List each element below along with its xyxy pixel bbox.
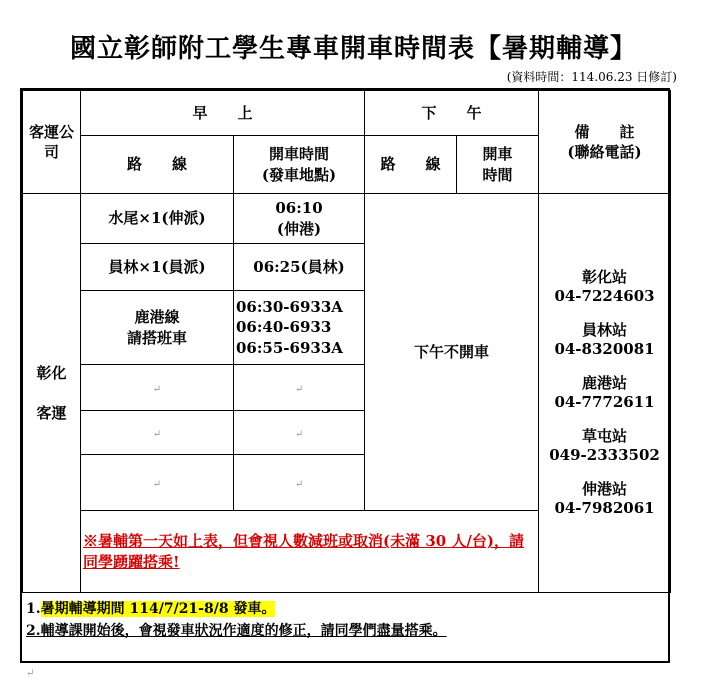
route-cell: 員林×1(員派) bbox=[81, 244, 234, 291]
empty-cell: ↵ bbox=[81, 411, 234, 455]
note-1: 1.暑期輔導期間 114/7/21-8/8 發車。 bbox=[26, 601, 276, 617]
empty-cell: ↵ bbox=[234, 455, 365, 511]
note-2: 2.輔導課開始後，會視發車狀況作適度的修正，請同學們盡量搭乘。 bbox=[26, 623, 447, 639]
company-cell: 彰化 客運 bbox=[23, 194, 81, 593]
empty-cell: ↵ bbox=[81, 365, 234, 411]
notes-section bbox=[22, 598, 666, 642]
afternoon-note: 下午不開車 bbox=[365, 194, 539, 511]
header-depart-time-pm: 開車 時間 bbox=[457, 136, 539, 194]
empty-cell: ↵ bbox=[81, 455, 234, 511]
page-title: 國立彰師附工學生專車開車時間表【暑期輔導】 bbox=[69, 34, 637, 64]
header-route-pm: 路 線 bbox=[365, 136, 457, 194]
route-cell: 鹿港線 請搭班車 bbox=[81, 291, 234, 365]
time-cell: 06:25(員林) bbox=[234, 244, 365, 291]
header-morning: 早 上 bbox=[81, 91, 365, 136]
header-depart-time: 開車時間 (發車地點) bbox=[234, 136, 365, 194]
header-route: 路 線 bbox=[81, 136, 234, 194]
route-cell: 水尾×1(伸派) bbox=[81, 194, 234, 244]
table-row bbox=[23, 194, 671, 244]
header-company: 客運公司 bbox=[23, 91, 81, 194]
schedule-table bbox=[22, 90, 671, 593]
empty-cell: ↵ bbox=[234, 365, 365, 411]
empty-cell: ↵ bbox=[234, 411, 365, 455]
header-remarks: 備 註 (聯絡電話) bbox=[539, 91, 671, 194]
header-afternoon: 下 午 bbox=[365, 91, 539, 136]
time-cell: 06:10 (伸港) bbox=[234, 194, 365, 244]
notice-text: ※暑輔第一天如上表，但會視人數減班或取消(未滿 30 人/台)，請同學踴躍搭乘! bbox=[81, 511, 539, 593]
contacts-cell: 彰化站 04-7224603 員林站 04-8320081 鹿港站 04-7772611 草屯站 049-2333502 伸港站 04-7982061 bbox=[539, 194, 671, 593]
time-cell: 06:30-6933A 06:40-6933 06:55-6933A bbox=[234, 291, 365, 365]
paragraph-mark-icon: ↵ bbox=[26, 668, 35, 679]
data-time: (資料時間：114.06.23 日修訂) bbox=[506, 70, 677, 84]
